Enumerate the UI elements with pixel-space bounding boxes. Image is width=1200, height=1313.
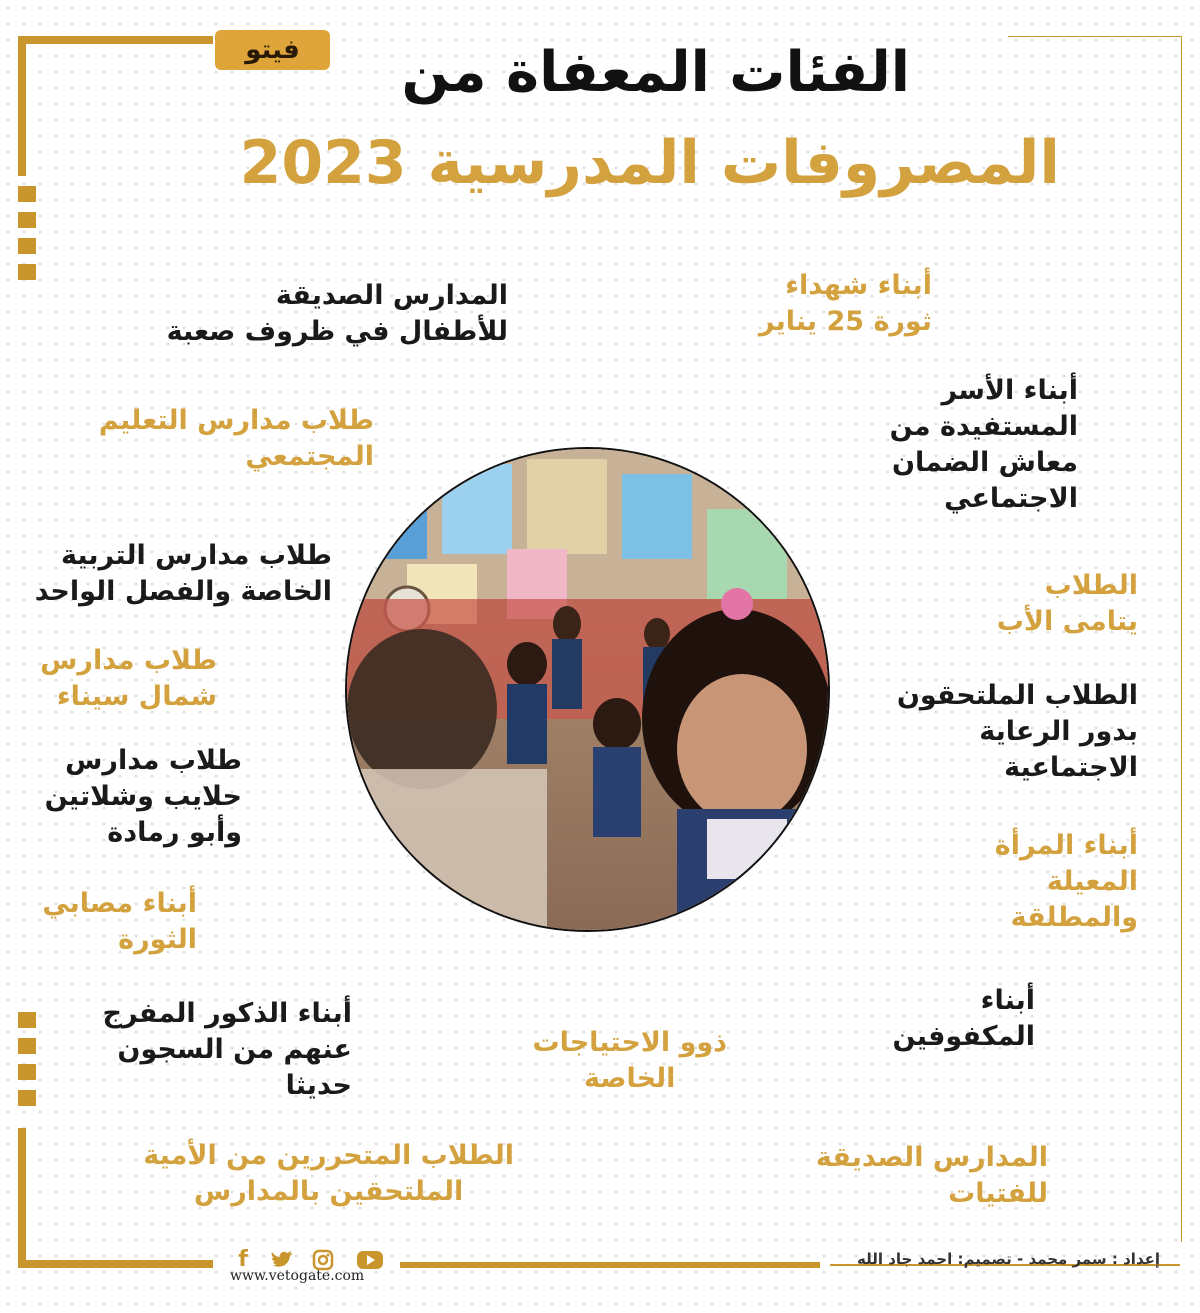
frame-top-left-vertical	[18, 36, 26, 176]
category-released-prisoners-children: أبناء الذكور المفرج عنهم من السجون حديثا	[102, 998, 352, 1101]
facebook-icon[interactable]: f	[238, 1247, 248, 1272]
category-martyrs-children: أبناء شهداء ثورة 25 يناير	[758, 270, 932, 337]
frame-dash	[18, 1064, 36, 1080]
frame-dash	[18, 264, 36, 280]
frame-bottom-left-horizontal	[18, 1260, 213, 1268]
page-title-line2: المصروفات المدرسية 2023	[239, 128, 1060, 198]
frame-dash	[18, 186, 36, 202]
category-child-friendly-schools: المدارس الصديقة للأطفال في ظروف صعبة	[166, 280, 508, 347]
frame-bottom-rule	[400, 1262, 820, 1268]
website-url[interactable]: www.vetogate.com	[230, 1268, 365, 1284]
category-girls-friendly-schools: المدارس الصديقة للفتيات	[815, 1142, 1048, 1209]
frame-dash	[18, 1038, 36, 1054]
category-fatherless-students: الطلاب يتامى الأب	[996, 570, 1138, 637]
category-north-sinai: طلاب مدارس شمال سيناء	[40, 645, 217, 712]
category-revolution-injured: أبناء مصابي الثورة	[42, 888, 197, 955]
category-social-security-families: أبناء الأسر المستفيدة من معاش الضمان الاجتماعي	[889, 375, 1078, 514]
category-special-education: طلاب مدارس التربية الخاصة والفصل الواحد	[34, 540, 332, 607]
category-blind-children: أبناء المكفوفين	[892, 985, 1035, 1052]
category-social-care-students: الطلاب الملتحقون بدور الرعاية الاجتماعية	[896, 680, 1138, 783]
category-special-needs: ذوو الاحتياجات الخاصة	[532, 1027, 727, 1094]
vetogate-logo: فيتو	[215, 30, 330, 70]
category-community-education: طلاب مدارس التعليم المجتمعي	[98, 405, 374, 472]
page-title-line1: الفئات المعفاة من	[401, 40, 910, 105]
category-halayeb-shalateen: طلاب مدارس حلايب وشلاتين وأبو رمادة	[44, 745, 242, 848]
frame-bottom-left-vertical	[18, 1128, 26, 1268]
frame-top-left-horizontal	[18, 36, 213, 44]
frame-dash	[18, 238, 36, 254]
classroom-photo	[345, 447, 830, 932]
category-breadwinner-women-children: أبناء المرأة المعيلة والمطلقة	[994, 830, 1138, 933]
frame-dash	[18, 1012, 36, 1028]
category-literacy-graduates: الطلاب المتحررين من الأمية الملتحقين بالمدارس	[143, 1140, 514, 1207]
frame-dash	[18, 212, 36, 228]
credits-line: إعداد : سمر محمد - تصميم: احمد جاد الله	[856, 1250, 1160, 1268]
frame-dash	[18, 1090, 36, 1106]
